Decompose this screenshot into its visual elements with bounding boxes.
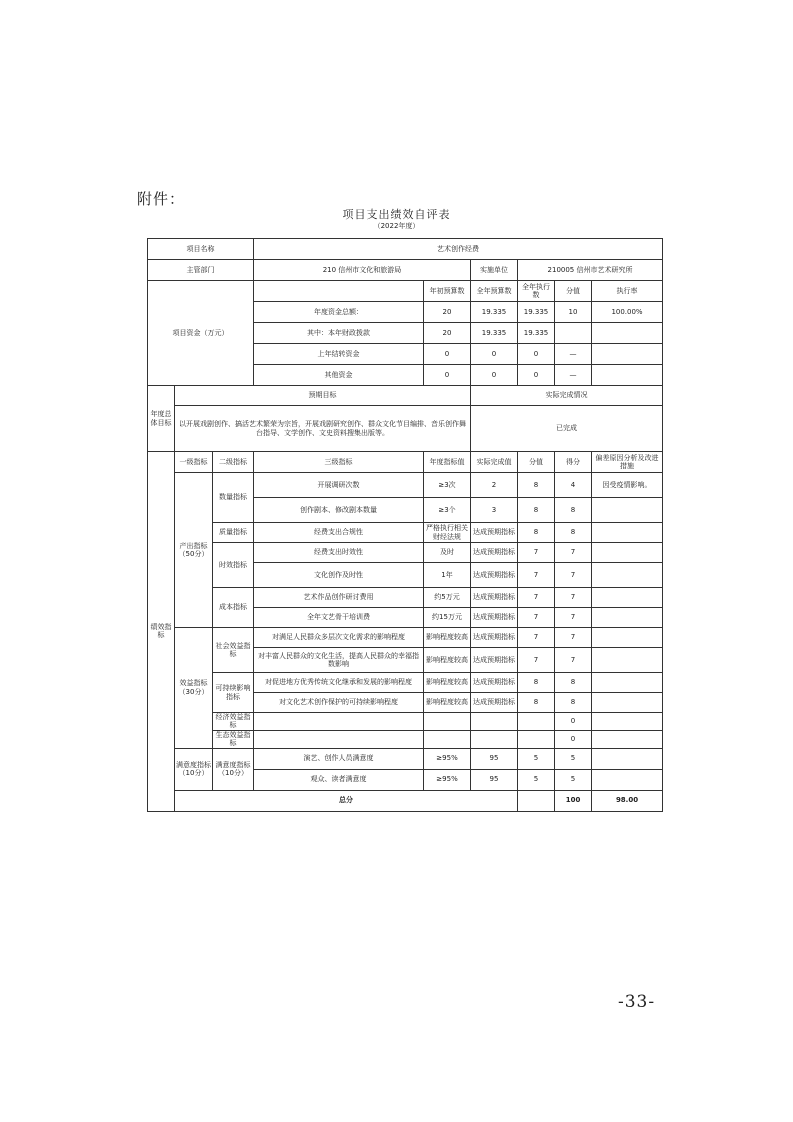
- funds-row-label: 其他资金: [254, 365, 424, 386]
- funds-row-label: 其中：本年财政拨款: [254, 323, 424, 344]
- project-value: 艺术创作经费: [254, 239, 663, 260]
- table-row: [148, 406, 663, 452]
- table-row: 其他资金 0 0 0 —: [148, 365, 663, 386]
- time-label: 时效指标: [213, 543, 254, 588]
- table-row: 上年结转资金 0 0 0 —: [148, 344, 663, 365]
- table-row: 经济效益指标 0: [148, 713, 663, 731]
- table-row: [148, 281, 663, 302]
- table-row: [148, 260, 663, 281]
- table-row: 效益指标（30分） 社会效益指标 对满足人民群众多层次文化需求的影响程度 影响程度较高 达成预期指标 7 7: [148, 628, 663, 648]
- table-row: [148, 386, 663, 406]
- table-row: 满意度指标（10分） 满意度指标（10分） 演艺、创作人员满意度 ≥95% 95 5 5: [148, 748, 663, 769]
- total-got: 98.00: [592, 790, 663, 811]
- eco-label: 生态效益指标: [213, 730, 254, 748]
- indicators-side-label: 绩效指标: [148, 452, 175, 812]
- indicator-header: 偏差原因分析及改进措施: [592, 452, 663, 473]
- indicator-header: 实际完成值: [471, 452, 518, 473]
- expected-goal: 以开展戏剧创作、搞活艺术繁荣为宗旨，开展戏剧研究创作、群众文化节目编排、音乐创作舞台指导、文学创作、文史资料搜集出版等。: [175, 406, 471, 452]
- table-row: [148, 452, 663, 473]
- funds-header: 全年执行数: [518, 281, 555, 302]
- table-row: 对文化艺术创作保护的可持续影响程度 影响程度较高 达成预期指标 8 8: [148, 693, 663, 713]
- funds-header: 年初预算数: [424, 281, 471, 302]
- department-label: 主管部门: [148, 260, 254, 281]
- table-row: 生态效益指标 0: [148, 730, 663, 748]
- sustain-label: 可持续影响指标: [213, 673, 254, 713]
- page-number: -33-: [618, 992, 656, 1012]
- table-row: 产出指标（50分） 数量指标 开展调研次数 ≥3次 2 8 4 因受疫情影响。: [148, 473, 663, 498]
- table-row: 质量指标 经费支出合规性 严格执行相关财经法规 达成预期指标 8 8: [148, 523, 663, 543]
- funds-header: 全年预算数: [471, 281, 518, 302]
- indicator-header: 一级指标: [175, 452, 213, 473]
- unit-label: 实施单位: [471, 260, 518, 281]
- indicator-header: 二级指标: [213, 452, 254, 473]
- table-row: [148, 239, 663, 260]
- funds-label: 项目资金（万元）: [148, 281, 254, 386]
- table-row: 对丰富人民群众的文化生活，提高人民群众的幸福指数影响 影响程度较高 达成预期指标 7 7: [148, 648, 663, 673]
- economic-label: 经济效益指标: [213, 713, 254, 731]
- unit-value: 210005 信州市艺术研究所: [518, 260, 663, 281]
- funds-row-label: 年度资金总额：: [254, 302, 424, 323]
- total-label: 总分: [175, 790, 518, 811]
- total-score: 100: [555, 790, 592, 811]
- indicator-header: 年度指标值: [424, 452, 471, 473]
- social-label: 社会效益指标: [213, 628, 254, 673]
- effect-label: 效益指标（30分）: [175, 628, 213, 749]
- table-row: 可持续影响指标 对促进地方优秀传统文化继承和发展的影响程度 影响程度较高 达成预期指标 8 8: [148, 673, 663, 693]
- table-row: 成本指标 艺术作品创作研讨费用 约5万元 达成预期指标 7 7: [148, 588, 663, 608]
- expected-header: 预期目标: [175, 386, 471, 406]
- quantity-label: 数量指标: [213, 473, 254, 523]
- actual-goal: 已完成: [471, 406, 663, 452]
- indicator-header: 分值: [518, 452, 555, 473]
- quality-label: 质量指标: [213, 523, 254, 543]
- table-row: 观众、读者满意度 ≥95% 95 5 5: [148, 769, 663, 790]
- table-row: 其中：本年财政拨款 20 19.335 19.335: [148, 323, 663, 344]
- table-row: 年度资金总额： 20 19.335 19.335 10 100.00%: [148, 302, 663, 323]
- table-row: 时效指标 经费支出时效性 及时 达成预期指标 7 7: [148, 543, 663, 563]
- satisfaction-sub-label: 满意度指标（10分）: [213, 748, 254, 790]
- indicator-header: 得分: [555, 452, 592, 473]
- table-row: [148, 790, 663, 811]
- attachment-label: 附件：: [137, 190, 186, 208]
- project-label: 项目名称: [148, 239, 254, 260]
- page-subtitle: （2022年度）: [373, 222, 420, 230]
- actual-header: 实际完成情况: [471, 386, 663, 406]
- goals-label: 年度总体目标: [148, 386, 175, 452]
- funds-header: 执行率: [592, 281, 663, 302]
- funds-row-label: 上年结转资金: [254, 344, 424, 365]
- funds-header: 分值: [555, 281, 592, 302]
- table-row: 创作剧本、修改剧本数量 ≥3个 3 8 8: [148, 498, 663, 523]
- cost-label: 成本指标: [213, 588, 254, 628]
- table-row: 文化创作及时性 1年 达成预期指标 7 7: [148, 563, 663, 588]
- department-value: 210 信州市文化和旅游局: [254, 260, 471, 281]
- evaluation-table: [147, 238, 663, 812]
- output-label: 产出指标（50分）: [175, 473, 213, 628]
- indicator-header: 三级指标: [254, 452, 424, 473]
- page-title: 项目支出绩效自评表: [342, 208, 451, 221]
- table-row: 全年文艺骨干培训费 约15万元 达成预期指标 7 7: [148, 608, 663, 628]
- satisfaction-label: 满意度指标（10分）: [175, 748, 213, 790]
